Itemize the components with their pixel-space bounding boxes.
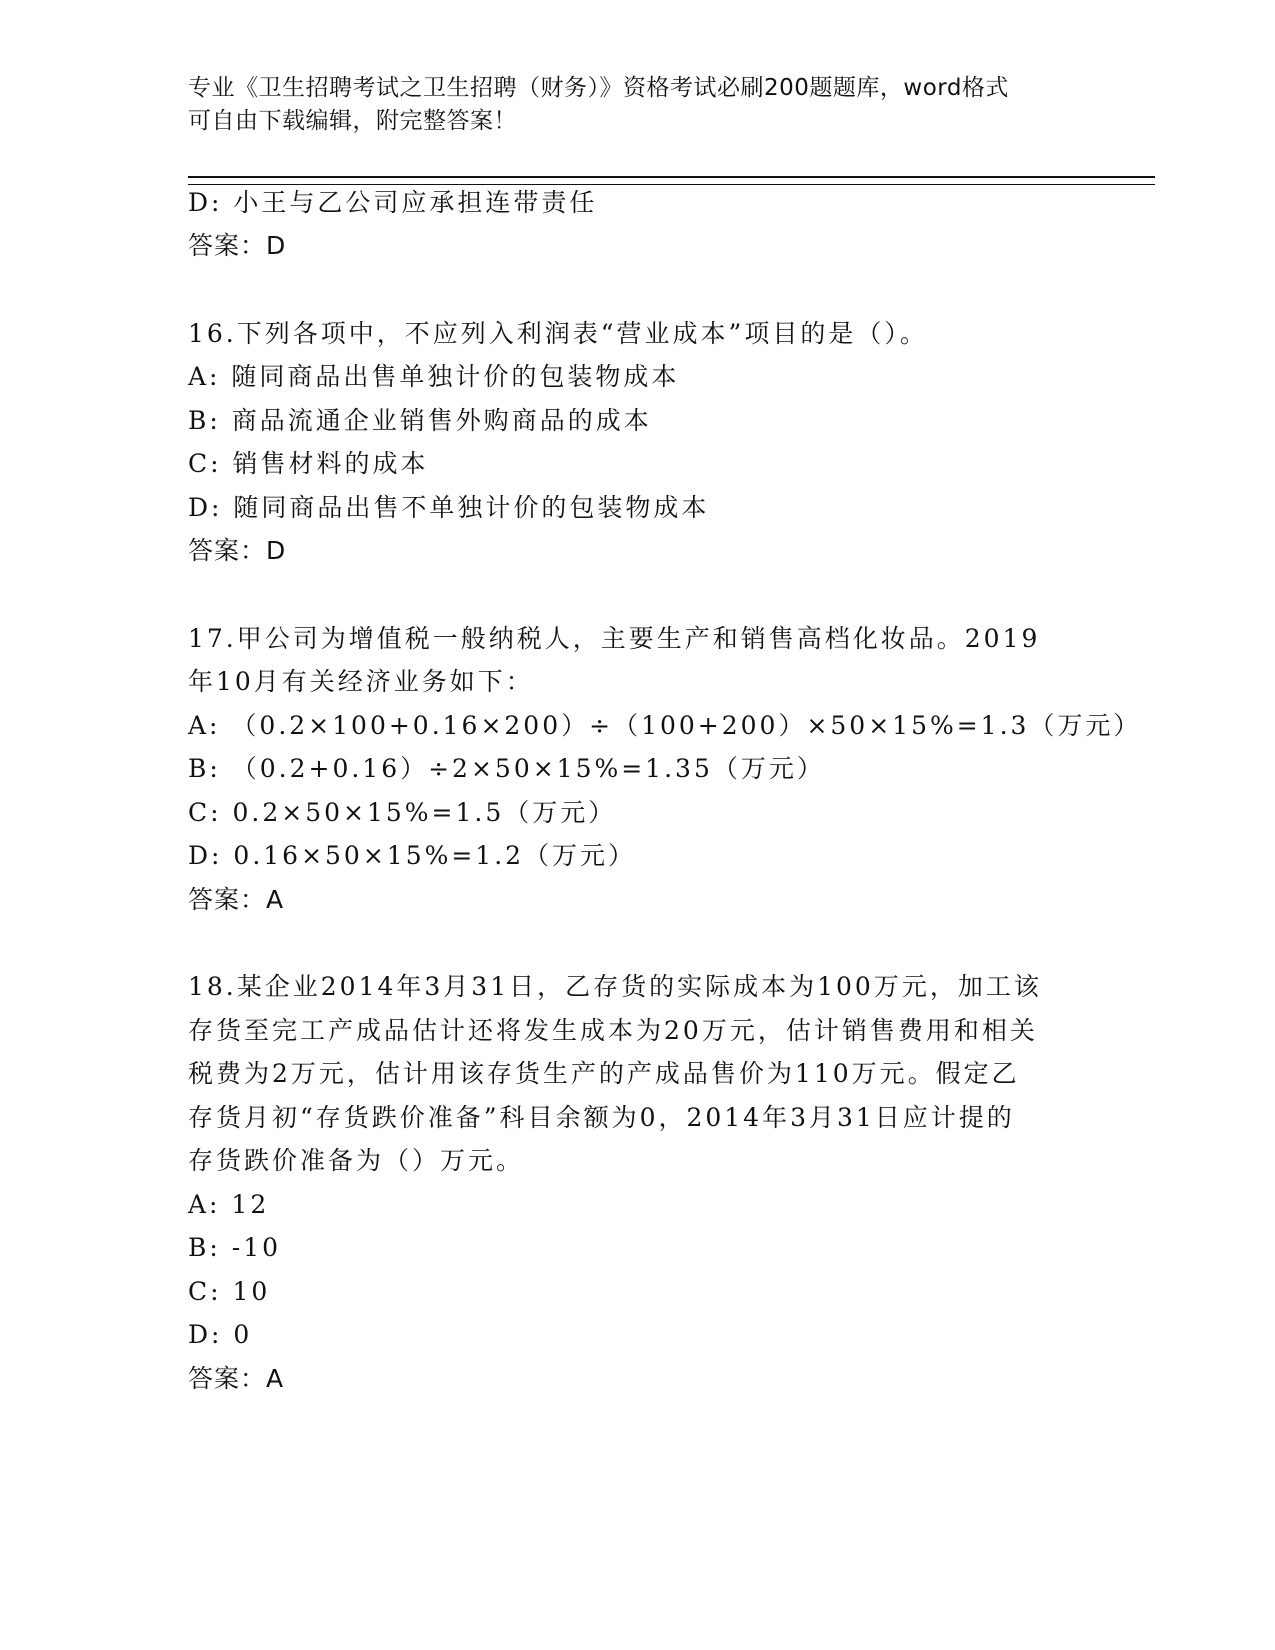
document-header	[188, 72, 1068, 138]
header-line-1: 专业《卫生招聘考试之卫生招聘（财务）》资格考试必刷200题题库，word格式	[188, 75, 1009, 101]
q17-stem-line-2: 年10月有关经济业务如下：	[188, 667, 534, 696]
q18-option-c: C: 10	[188, 1277, 271, 1306]
q18-stem-line-1: 18.某企业2014年3月31日，乙存货的实际成本为100万元，加工该	[188, 972, 1042, 1001]
q16-stem: 16.下列各项中，不应列入利润表“营业成本”项目的是（）。	[188, 319, 928, 348]
q18-stem-line-4: 存货月初“存货跌价准备”科目余额为0，2014年3月31日应计提的	[188, 1103, 1015, 1132]
q17-stem-line-1: 17.甲公司为增值税一般纳税人，主要生产和销售高档化妆品。2019	[188, 624, 1041, 653]
prev-answer: 答案：D	[188, 231, 287, 260]
q16-answer: 答案：D	[188, 536, 287, 565]
header-rule-thick	[188, 176, 1155, 178]
q18-option-d: D: 0	[188, 1320, 253, 1349]
q18-option-a: A: 12	[188, 1190, 270, 1219]
q18-stem-line-3: 税费为2万元，估计用该存货生产的产成品售价为110万元。假定乙	[188, 1059, 1020, 1088]
q16-option-d: D: 随同商品出售不单独计价的包装物成本	[188, 493, 710, 522]
q17-option-b: B: （0.2+0.16）÷2×50×15%=1.35（万元）	[188, 754, 825, 783]
q16-option-b: B: 商品流通企业销售外购商品的成本	[188, 406, 652, 435]
q17-option-d: D: 0.16×50×15%=1.2（万元）	[188, 841, 637, 870]
q17-option-a: A: （0.2×100+0.16×200）÷（100+200）×50×15%=1.3（万元）	[188, 711, 1142, 740]
q18-answer: 答案：A	[188, 1364, 285, 1393]
q18-stem-line-2: 存货至完工产成品估计还将发生成本为20万元，估计销售费用和相关	[188, 1016, 1038, 1045]
q17-option-c: C: 0.2×50×15%=1.5（万元）	[188, 798, 617, 827]
q16-option-c: C: 销售材料的成本	[188, 449, 429, 478]
prev-option-d: D: 小王与乙公司应承担连带责任	[188, 188, 598, 217]
q17-answer: 答案：A	[188, 885, 285, 914]
q18-option-b: B: -10	[188, 1233, 281, 1262]
q18-stem-line-5: 存货跌价准备为（）万元。	[188, 1146, 525, 1175]
header-line-2: 可自由下载编辑，附完整答案！	[188, 108, 517, 134]
q16-option-a: A: 随同商品出售单独计价的包装物成本	[188, 362, 680, 391]
